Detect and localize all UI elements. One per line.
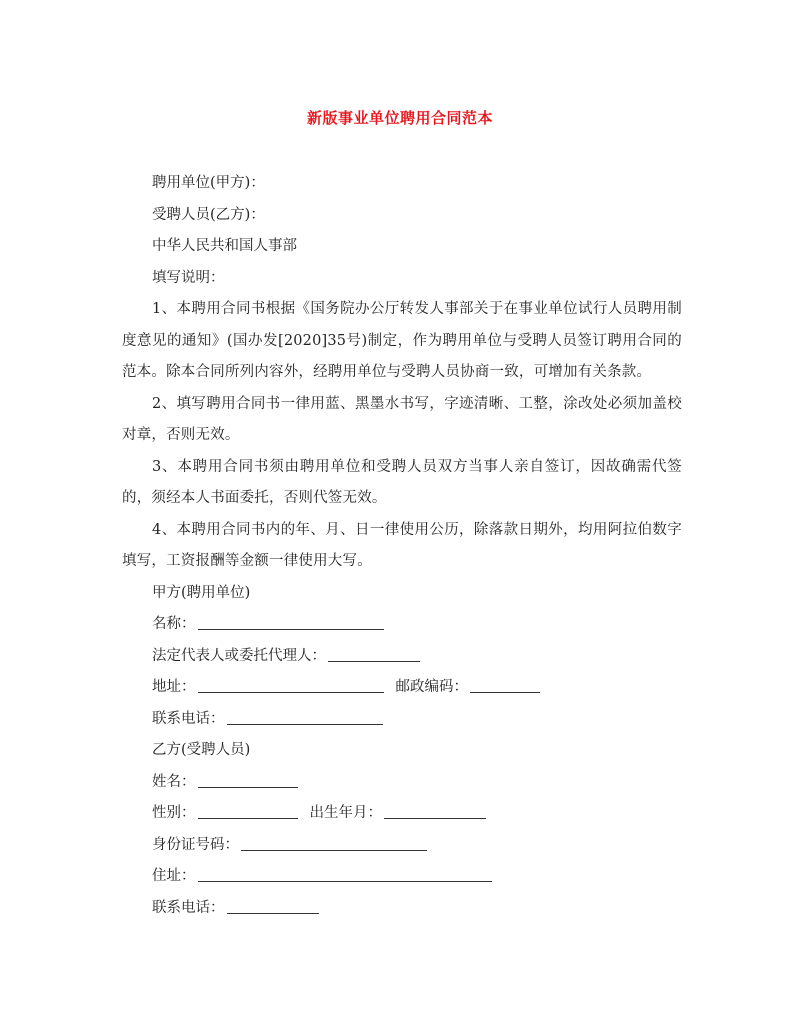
party-b-id-row bbox=[122, 830, 682, 862]
party-a-rep-field[interactable] bbox=[328, 646, 420, 662]
party-a-phone-row bbox=[122, 704, 682, 736]
party-a-address-row bbox=[122, 672, 682, 704]
party-a-address-field[interactable] bbox=[198, 677, 384, 693]
party-b-id-label: 身份证号码： bbox=[152, 836, 239, 853]
party-a-name-row bbox=[122, 609, 682, 641]
party-b-birth-field[interactable] bbox=[384, 803, 486, 819]
party-b-birth-label: 出生年月： bbox=[309, 805, 382, 821]
party-b-phone-field[interactable] bbox=[227, 898, 319, 914]
instruction-item: 3、本聘用合同书须由聘用单位和受聘人员双方当事人亲自签订，因故确需代签的，须经本人书面委托，否则代签无效。 bbox=[122, 458, 682, 506]
ministry-line: 中华人民共和国人事部 bbox=[152, 238, 297, 254]
party-b-id-field[interactable] bbox=[241, 835, 427, 851]
document-body bbox=[122, 168, 682, 924]
employee-line: 受聘人员(乙方)： bbox=[152, 206, 265, 223]
instruction-item: 2、填写聘用合同书一律用蓝、黑墨水书写，字迹清晰、工整，涂改处必须加盖校对章，否则无效。 bbox=[122, 395, 682, 443]
instruction-item: 4、本聘用合同书内的年、月、日一律使用公历，除落款日期外，均用阿拉伯数字填写，工资报酬等金额一律使用大写。 bbox=[122, 521, 682, 569]
party-b-name-label: 姓名： bbox=[152, 773, 196, 790]
party-a-postcode-label: 邮政编码： bbox=[395, 679, 468, 695]
employer-line: 聘用单位(甲方)： bbox=[152, 175, 265, 191]
document-title: 新版事业单位聘用合同范本 bbox=[306, 109, 493, 127]
party-a-address-label: 地址： bbox=[152, 679, 196, 695]
party-b-gender-row bbox=[122, 798, 682, 830]
party-a-postcode-field[interactable] bbox=[470, 677, 540, 693]
party-b-gender-field[interactable] bbox=[198, 803, 298, 819]
party-b-address-row bbox=[122, 861, 682, 893]
party-b-address-field[interactable] bbox=[198, 866, 492, 882]
party-b-phone-row bbox=[122, 893, 682, 925]
party-b-phone-label: 联系电话： bbox=[152, 899, 225, 916]
party-b-name-field[interactable] bbox=[198, 772, 298, 788]
party-a-name-label: 名称： bbox=[152, 616, 196, 632]
party-a-phone-field[interactable] bbox=[227, 709, 383, 725]
instructions-heading: 填写说明： bbox=[152, 269, 225, 286]
party-b-heading: 乙方(受聘人员) bbox=[152, 742, 251, 758]
party-a-heading: 甲方(聘用单位) bbox=[152, 584, 251, 601]
instruction-item: 1、本聘用合同书根据《国务院办公厅转发人事部关于在事业单位试行人员聘用制度意见的通知》(国办发[2020]35号)制定，作为聘用单位与受聘人员签订聘用合同的范本。除本合同所列内容外，经聘用单位与受聘人员协商一致，可增加有关条款。 bbox=[122, 301, 682, 380]
party-b-address-label: 住址： bbox=[152, 868, 196, 884]
party-b-name-row bbox=[122, 767, 682, 799]
party-a-name-field[interactable] bbox=[198, 614, 384, 630]
party-a-phone-label: 联系电话： bbox=[152, 710, 225, 727]
party-b-gender-label: 性别： bbox=[152, 805, 196, 821]
party-a-rep-label: 法定代表人或委托代理人： bbox=[152, 647, 326, 664]
party-a-rep-row bbox=[122, 641, 682, 673]
